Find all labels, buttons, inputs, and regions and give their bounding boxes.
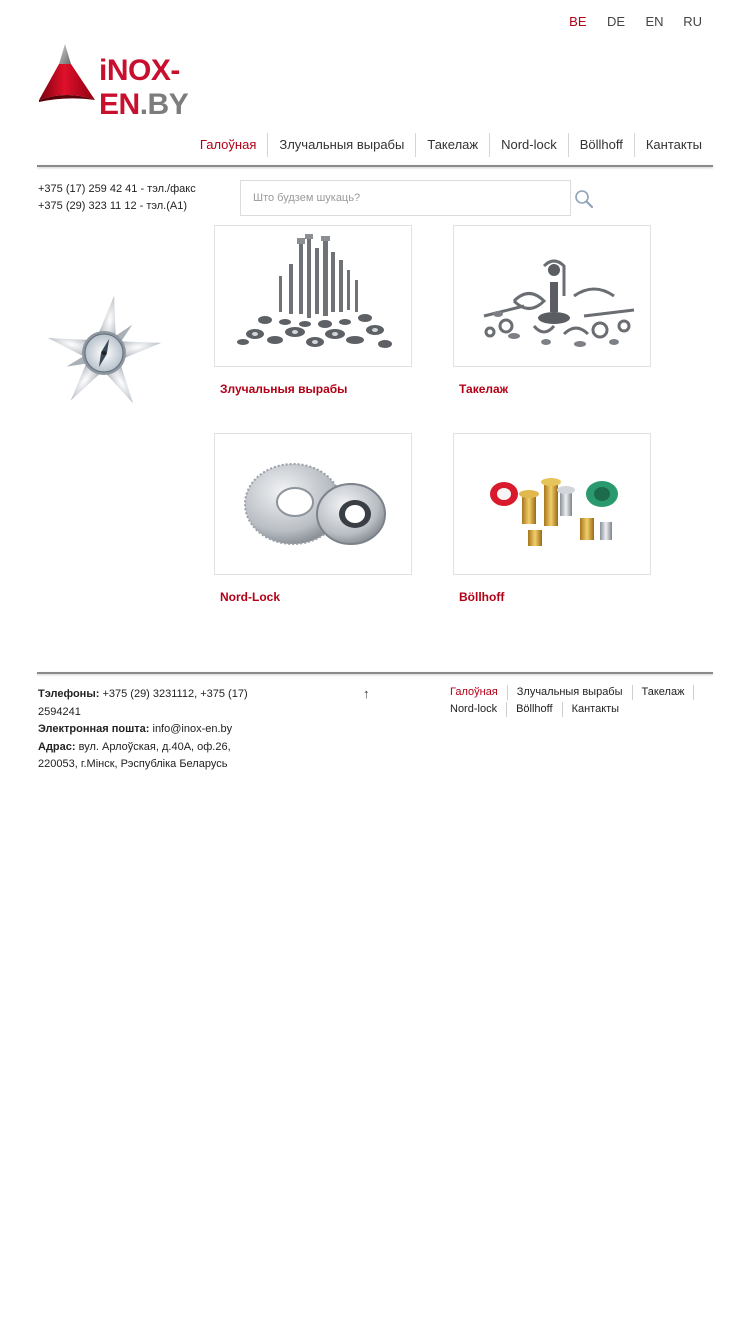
bollhoff-image [454, 434, 651, 575]
lang-ru[interactable]: RU [683, 14, 702, 29]
logo-cone-icon [37, 42, 97, 104]
nav-home[interactable]: Галоўная [199, 137, 257, 152]
main-nav [189, 133, 712, 157]
product-label-rigging[interactable]: Такелаж [459, 382, 509, 396]
nav-fasteners[interactable]: Злучальныя вырабы [267, 133, 415, 157]
footer-nav-contacts[interactable]: Кантакты [571, 703, 620, 715]
nav-nord-lock[interactable]: Nord-lock [489, 133, 568, 157]
language-switcher [548, 14, 702, 29]
footer-nav-rigging[interactable]: Такелаж [633, 685, 695, 700]
nav-rigging[interactable]: Такелаж [415, 133, 489, 157]
product-label-bollhoff[interactable]: Böllhoff [459, 590, 505, 604]
fasteners-image [215, 226, 412, 367]
site-logo[interactable] [37, 42, 257, 121]
search-icon[interactable] [574, 189, 594, 209]
footer-nav-bollhoff[interactable]: Böllhoff [507, 702, 563, 717]
compass-image [38, 295, 180, 420]
product-label-fasteners[interactable]: Злучальныя вырабы [220, 382, 348, 396]
search-box [240, 180, 571, 216]
product-tile-rigging[interactable] [453, 225, 651, 367]
phone-mobile: +375 (29) 323 11 12 - тэл.(A1) [38, 200, 188, 212]
search-input[interactable] [241, 181, 570, 215]
header-divider [37, 165, 713, 167]
product-tile-fasteners[interactable] [214, 225, 412, 367]
lang-be[interactable]: BE [569, 14, 587, 29]
product-tile-nord-lock[interactable] [214, 433, 412, 575]
header-contacts [38, 181, 196, 215]
footer-phones: Тэлефоны: +375 (29) 3231112, +375 (17) 2594241 [38, 688, 248, 718]
footer-contacts [38, 686, 253, 774]
lang-en[interactable]: EN [645, 14, 664, 29]
logo-text: iNOX-EN.BY [99, 54, 189, 121]
phone-fax: +375 (17) 259 42 41 - тэл./факс [38, 183, 196, 195]
footer-address: Адрас: вул. Арлоўская, д.40А, оф.26, 220053, г.Мінск, Рэспубліка Беларусь [38, 740, 231, 770]
nav-contacts[interactable]: Кантакты [634, 133, 712, 157]
footer-nav-home[interactable]: Галоўная [441, 685, 508, 700]
product-tile-bollhoff[interactable] [453, 433, 651, 575]
footer-nav-fasteners[interactable]: Злучальныя вырабы [508, 685, 633, 700]
product-label-nord-lock[interactable]: Nord-Lock [220, 590, 280, 604]
footer-nav-nord-lock[interactable]: Nord-lock [441, 702, 507, 717]
nav-bollhoff[interactable]: Böllhoff [568, 133, 634, 157]
nord-lock-image [215, 434, 412, 575]
scroll-to-top-icon[interactable]: ↑ [363, 686, 370, 701]
footer-divider [37, 672, 713, 674]
lang-de[interactable]: DE [606, 14, 625, 29]
footer-nav [441, 685, 713, 717]
footer-email: Электронная пошта: info@inox-en.by [38, 723, 233, 735]
rigging-image [454, 226, 651, 367]
